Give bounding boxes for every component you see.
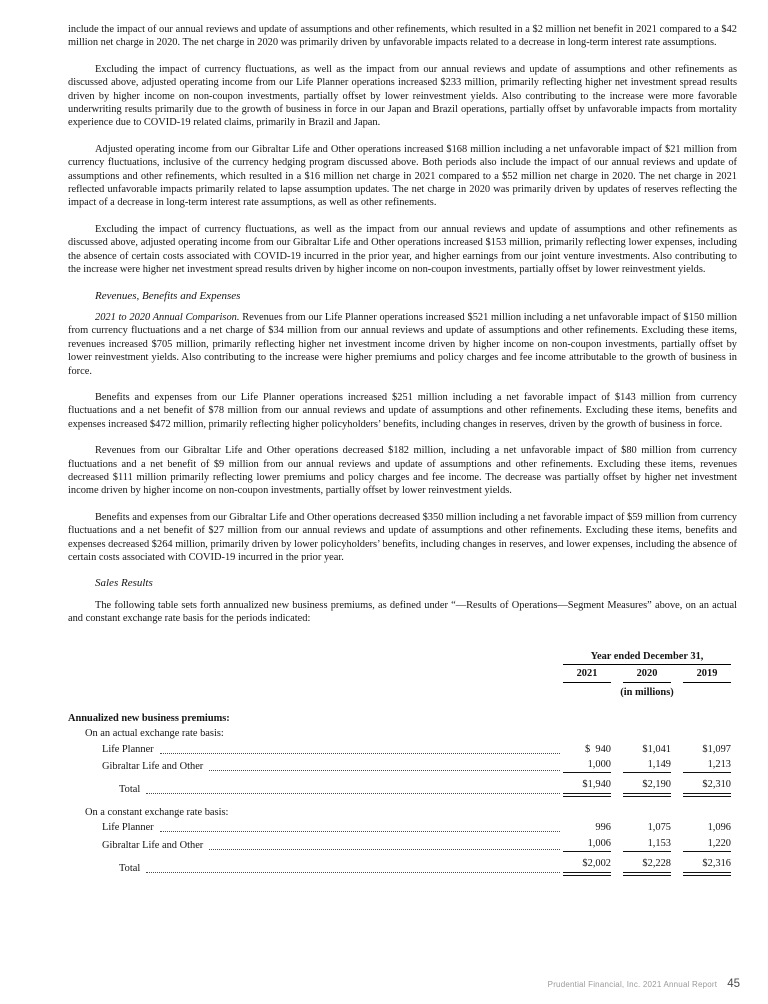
table-cell: 1,213 xyxy=(683,758,731,773)
comparison-text: Revenues from our Life Planner operations increased $521 million including a net unfavorable impact of $150 million from currency fluctuations and a net charge of $34 million from our annual reviews and update of assumptions and other refinements. Excluding these items, revenues increased $705 million, primarily reflecting higher net investment income driven by higher income on non-coupon investments, partially offset by lower reinvestment yields. Also contributing to the increase were higher premiums and policy charges and fee income attributable to the growth of business in force. xyxy=(68,311,737,377)
table-group-label: On an actual exchange rate basis: xyxy=(85,728,224,740)
paragraph: The following table sets forth annualized new business premiums, as defined under “—Results of Operations—Segment Measures” above, on an actual and constant exchange rate basis for the periods indicated: xyxy=(68,599,737,625)
section-heading-sales-results: Sales Results xyxy=(95,577,153,590)
report-footer xyxy=(548,978,740,991)
page-number: 45 xyxy=(727,977,740,990)
year-column-header: 2020 xyxy=(623,667,671,683)
table-cell: 1,075 xyxy=(647,822,671,834)
table-cell: $2,190 xyxy=(623,778,671,796)
table-cell: $2,316 xyxy=(683,857,731,875)
table-total-row: Total $2,002 $2,228 $2,316 xyxy=(119,858,731,875)
paragraph: Excluding the impact of currency fluctuations, as well as the impact from our annual reviews and update of assumptions and other refinements as discussed above, adjusted operating income from our Life Planner operations increased $233 million, primarily reflecting higher net investment spread results driven by higher income on non-coupon investments, partially offset by lower reinvestment yields. Also contributing to the increase were more favorable underwriting results primarily due to the growth of business in force in our Japan and Brazil operations, partially offset by unfavorable impacts from mortality experience due to COVID-19 related claims, primarily in Brazil and Japan. xyxy=(68,63,737,129)
table-group-label: On a constant exchange rate basis: xyxy=(85,806,229,818)
table-cell: $ 940 xyxy=(585,743,611,755)
year-column-header: 2021 xyxy=(563,667,611,683)
dot-leader xyxy=(160,831,560,832)
table-row: Life Planner 996 1,075 1,096 xyxy=(102,822,731,834)
table-total-row: Total $1,940 $2,190 $2,310 xyxy=(119,779,731,796)
year-column-header: 2019 xyxy=(683,667,731,683)
table-units-label: (in millions) xyxy=(620,687,674,699)
table-row: Life Planner $ 940 $1,041 $1,097 xyxy=(102,743,731,755)
table-cell: $2,002 xyxy=(563,857,611,875)
annualized-premiums-table xyxy=(68,650,737,876)
paragraph: Benefits and expenses from our Gibraltar Life and Other operations decreased $350 million including a net favorable impact of $59 million from currency fluctuations and a net benefit of $27 million from our annual reviews and update of assumptions and other refinements. Excluding these items, benefits and expenses decreased $264 million, primarily driven by lower policyholders’ benefits, including changes in reserves, and lower expenses, including the absence of certain costs associated with COVID-19 incurred in the prior year. xyxy=(68,511,737,563)
table-cell: 1,006 xyxy=(563,837,611,852)
table-cell: $2,228 xyxy=(623,857,671,875)
paragraph: include the impact of our annual reviews and update of assumptions and other refinements, which resulted in a $2 million net benefit in 2021 compared to a $42 million net charge in 2020. The net charge in 2020 was primarily driven by unfavorable impacts related to a decrease in long-term interest rate assumptions. xyxy=(68,24,737,49)
report-title: Prudential Financial, Inc. 2021 Annual Report xyxy=(547,979,718,989)
table-cell: 996 xyxy=(595,822,611,834)
paragraph: Revenues from our Gibraltar Life and Other operations decreased $182 million, including a net unfavorable impact of $80 million from currency fluctuations and a net benefit of $9 million from our annual reviews and update of assumptions and other refinements. Excluding these items, revenues decreased $111 million primarily reflecting lower premiums and policy charges and fee income. The decrease was partially offset by higher net investment income driven by higher income on non-coupon investments, partially offset by lower reinvestment yields. xyxy=(68,445,737,497)
table-cell: $2,310 xyxy=(683,778,731,796)
table-row: Gibraltar Life and Other 1,000 1,149 1,213 xyxy=(102,759,731,773)
table-cell: 1,220 xyxy=(683,837,731,852)
table-cell: $1,940 xyxy=(563,778,611,796)
dot-leader xyxy=(209,770,560,771)
dot-leader xyxy=(209,849,560,850)
table-cell: $1,041 xyxy=(642,743,671,755)
table-header xyxy=(68,650,737,700)
table-header-period: Year ended December 31, xyxy=(563,650,731,665)
paragraph: Adjusted operating income from our Gibraltar Life and Other operations increased $168 million including a net unfavorable impact of $21 million from currency fluctuations, inclusive of the currency hedging program discussed above. Both periods also include the impact of our annual reviews and update of assumptions and other refinements, which resulted in a $16 million net charge in 2021 compared to a $52 million net charge in 2020. The net charge in 2021 reflected unfavorable impacts primarily related to lapse assumption updates. The net charge in 2020 was primarily driven by updates of reserves reflecting the impact of a decrease in long-term interest rate assumptions, as well as other refinements. xyxy=(68,143,737,209)
table-cell: 1,149 xyxy=(623,758,671,773)
comparison-lead-in: 2021 to 2020 Annual Comparison. xyxy=(95,311,240,323)
dot-leader xyxy=(160,753,560,754)
table-section-label: Annualized new business premiums: xyxy=(68,712,230,724)
paragraph: Excluding the impact of currency fluctuations, as well as the impact from our annual reviews and update of assumptions and other refinements as discussed above, adjusted operating income from our Gibraltar Life and Other operations increased $153 million, primarily reflecting lower expenses, including the absence of certain costs associated with COVID-19 incurred in the prior year, and higher earnings from our joint venture investments. Also contributing to the increase were higher net investment spread results driven by higher income on non-coupon investments, partially offset by lower reinvestment yields. xyxy=(68,223,737,276)
paragraph xyxy=(68,311,737,378)
dot-leader xyxy=(146,793,560,794)
table-cell: 1,153 xyxy=(623,837,671,852)
section-heading-revenues-benefits-expenses: Revenues, Benefits and Expenses xyxy=(95,289,241,302)
table-cell: 1,000 xyxy=(563,758,611,773)
table-cell: $1,097 xyxy=(702,743,731,755)
table-row: Gibraltar Life and Other 1,006 1,153 1,220 xyxy=(102,837,731,851)
table-cell: 1,096 xyxy=(707,822,731,834)
dot-leader xyxy=(146,872,560,873)
paragraph: Benefits and expenses from our Life Planner operations increased $251 million including a net favorable impact of $143 million from currency fluctuations and a net benefit of $78 million from our annual reviews and update of assumptions and other refinements. Excluding these items, benefits and expenses increased $472 million, primarily reflecting higher policyholders’ benefits, including changes in reserves, driven by the growth of business in force. xyxy=(68,391,737,430)
